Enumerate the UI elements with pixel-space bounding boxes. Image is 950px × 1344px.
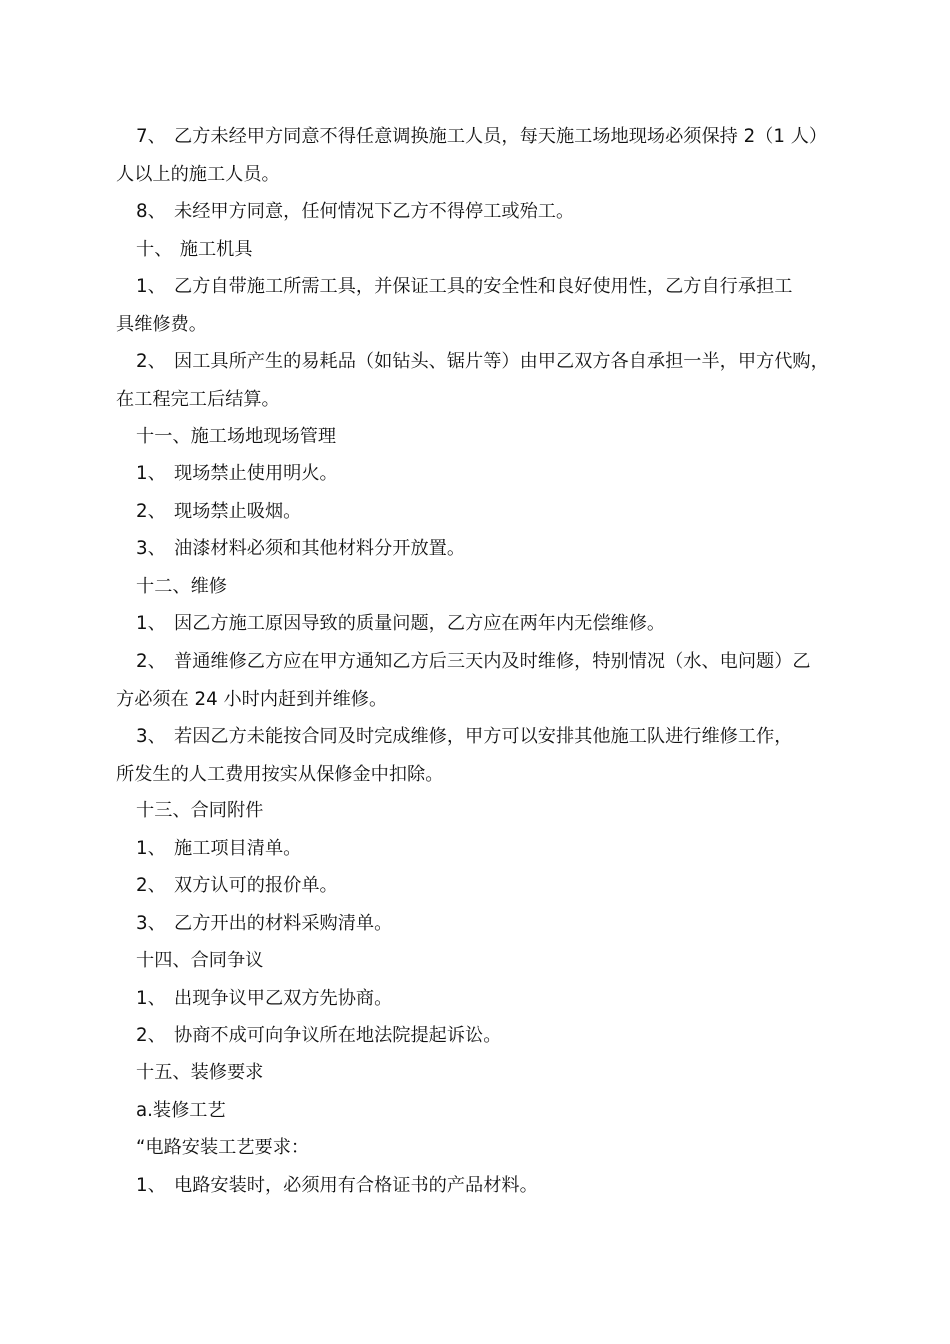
section-heading: 十二、维修: [136, 576, 227, 597]
section-heading-10: [116, 231, 852, 269]
section-heading-12: [116, 568, 852, 606]
subsection-heading: a.装修工艺: [136, 1100, 226, 1121]
section-heading: 十、 施工机具: [116, 231, 852, 269]
clause-number: 7、: [136, 126, 166, 147]
clause-15-1: [116, 1167, 852, 1205]
clause-13-1: [116, 830, 852, 868]
clause-number: 2、: [136, 351, 166, 372]
section-heading-13: [116, 792, 852, 830]
text-line: 1、 现场禁止使用明火。: [116, 455, 852, 493]
clause-number: 3、: [136, 726, 166, 747]
clause-11-3: [116, 530, 852, 568]
quote-heading: [116, 1129, 852, 1167]
text-line: 2、 协商不成可向争议所在地法院提起诉讼。: [116, 1017, 852, 1055]
clause-number: 2、: [136, 1025, 166, 1046]
clause-14-2: [116, 1017, 852, 1055]
text-line: 2、 普通维修乙方应在甲方通知乙方后三天内及时维修，特别情况（水、电问题）乙: [116, 643, 852, 681]
text-line: 3、 若因乙方未能按合同及时完成维修，甲方可以安排其他施工队进行维修工作，: [116, 718, 852, 756]
clause-11-1: [116, 455, 852, 493]
text-line: 1、 因乙方施工原因导致的质量问题，乙方应在两年内无偿维修。: [116, 605, 852, 643]
text-line: 在工程完工后结算。: [116, 388, 280, 410]
text-line: 人以上的施工人员。: [116, 163, 280, 185]
clause-number: 2、: [136, 651, 166, 672]
clause-7: [116, 118, 852, 193]
clause-number: 1、: [136, 838, 166, 859]
section-heading-14: [116, 942, 852, 980]
text-line: 7、 乙方未经甲方同意不得任意调换施工人员，每天施工场地现场必须保持 2（1 人）: [116, 118, 852, 156]
clause-number: 3、: [136, 538, 166, 559]
text-line: 具维修费。: [116, 313, 207, 335]
clause-13-3: [116, 905, 852, 943]
subsection-a: [116, 1092, 852, 1130]
text-line: 1、 乙方自带施工所需工具，并保证工具的安全性和良好使用性，乙方自行承担工: [116, 268, 852, 306]
text-line: “电路安装工艺要求：: [136, 1137, 310, 1158]
text-line: 2、 现场禁止吸烟。: [116, 493, 852, 531]
clause-12-3: [116, 718, 852, 793]
section-heading: 十三、合同附件: [136, 800, 264, 821]
section-heading-15: [116, 1054, 852, 1092]
clause-12-2: [116, 643, 852, 718]
clause-number: 8、: [136, 201, 166, 222]
clause-14-1: [116, 980, 852, 1018]
text-line: 所发生的人工费用按实从保修金中扣除。: [116, 763, 444, 785]
clause-number: 1、: [136, 613, 166, 634]
clause-number: 1、: [136, 988, 166, 1009]
text-line: 2、 因工具所产生的易耗品（如钻头、锯片等）由甲乙双方各自承担一半，甲方代购，: [116, 343, 852, 381]
clause-number: 1、: [136, 276, 166, 297]
clause-12-1: [116, 605, 852, 643]
clause-10-1: [116, 268, 852, 343]
text-line: 1、 出现争议甲乙双方先协商。: [116, 980, 852, 1018]
clause-number: 1、: [136, 463, 166, 484]
section-heading: 十五、装修要求: [136, 1062, 264, 1083]
clause-number: 2、: [136, 875, 166, 896]
section-heading: 十一、施工场地现场管理: [136, 426, 337, 447]
section-heading: 十四、合同争议: [136, 950, 264, 971]
text-line: 方必须在 24 小时内赶到并维修。: [116, 688, 388, 710]
clause-11-2: [116, 493, 852, 531]
section-number: 十、: [136, 239, 173, 260]
clause-13-2: [116, 867, 852, 905]
clause-number: 3、: [136, 913, 166, 934]
text-line: 8、 未经甲方同意，任何情况下乙方不得停工或殆工。: [116, 193, 852, 231]
text-line: 1、 电路安装时，必须用有合格证书的产品材料。: [116, 1167, 852, 1205]
text-line: 3、 乙方开出的材料采购清单。: [116, 905, 852, 943]
clause-8: [116, 193, 852, 231]
text-line: 2、 双方认可的报价单。: [116, 867, 852, 905]
text-line: 1、 施工项目清单。: [116, 830, 852, 868]
clause-10-2: [116, 343, 852, 418]
text-line: 3、 油漆材料必须和其他材料分开放置。: [116, 530, 852, 568]
clause-number: 2、: [136, 501, 166, 522]
clause-number: 1、: [136, 1175, 166, 1196]
section-heading-11: [116, 418, 852, 456]
